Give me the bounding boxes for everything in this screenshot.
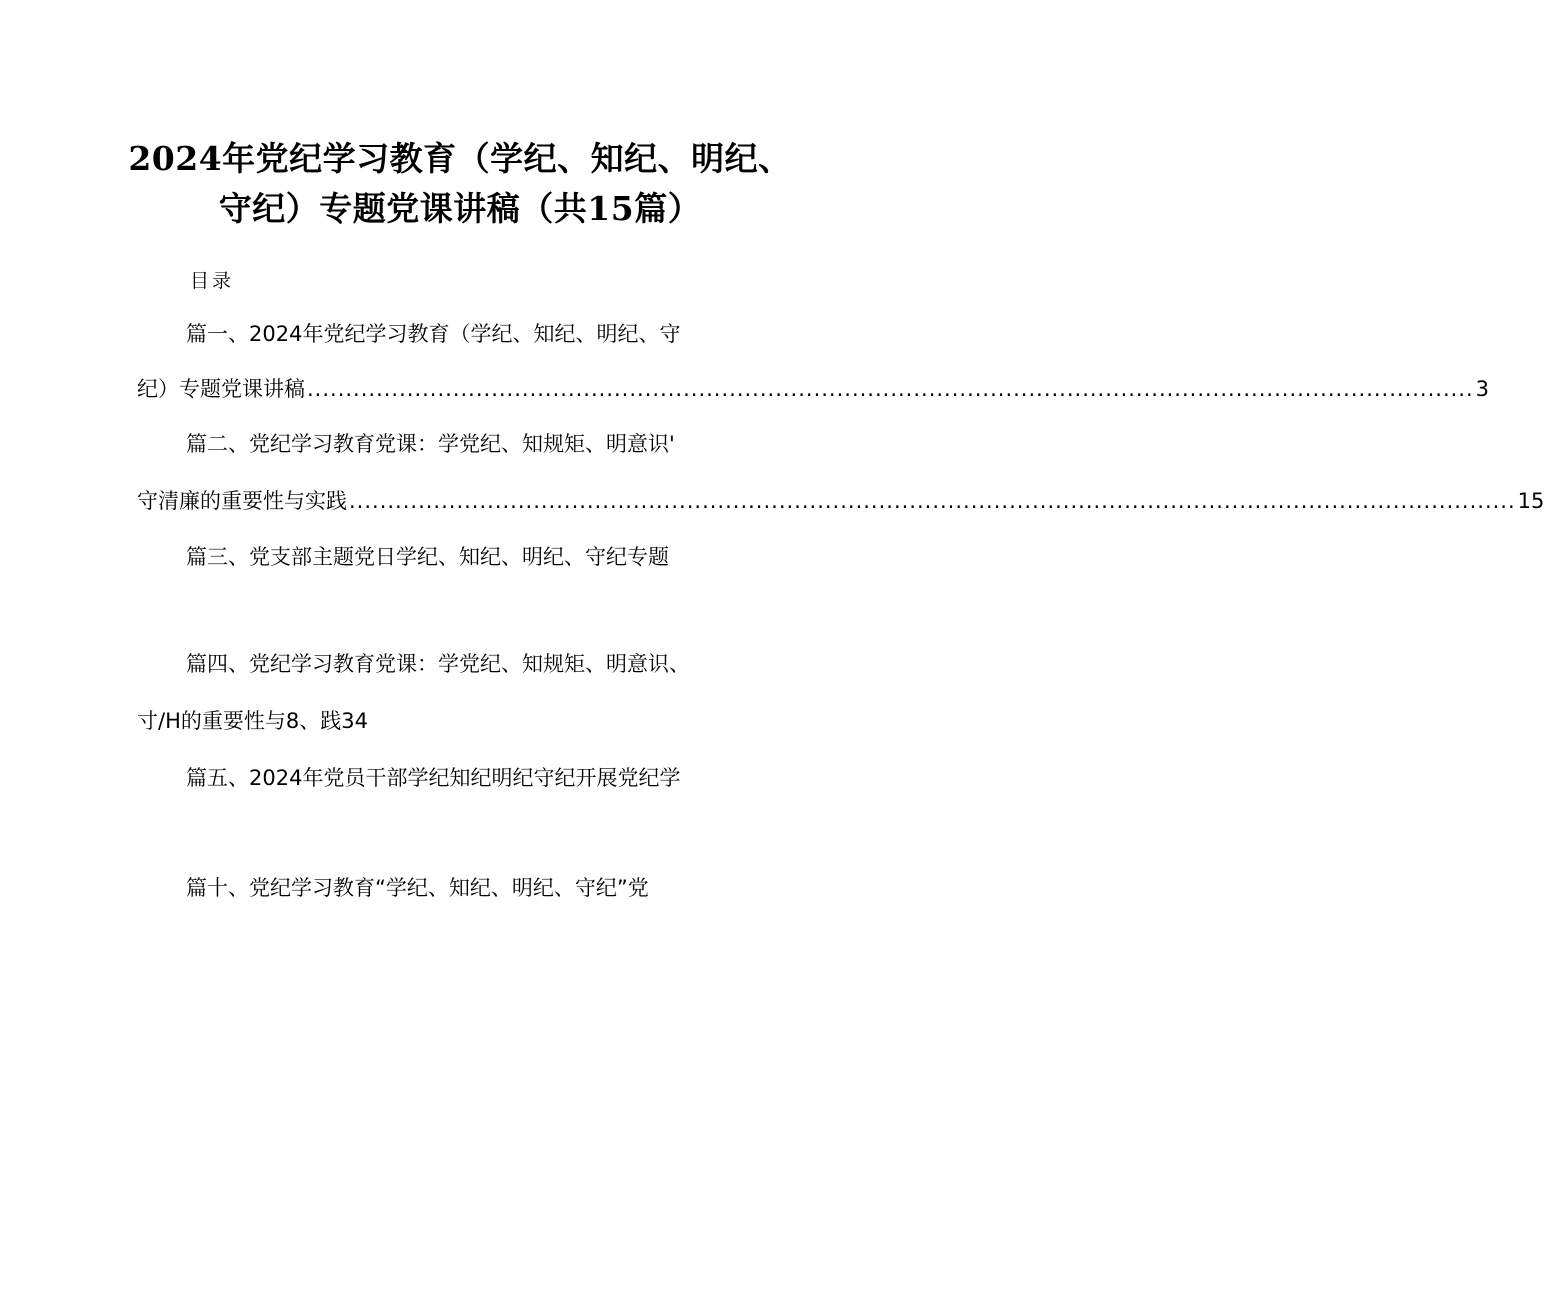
toc-entry-1-dot-leader: ........................................................................................................................................................ bbox=[307, 377, 1474, 401]
toc-entry-6-line-1: 篇十、党纪学习教育“学纪、知纪、明纪、守纪”党 bbox=[186, 876, 649, 900]
toc-entry-2-line-2 bbox=[137, 487, 1544, 515]
toc-entry-1-page-number: 3 bbox=[1475, 377, 1490, 401]
toc-entry-4-line-1: 篇四、党纪学习教育党课：学党纪、知规矩、明意识、 bbox=[186, 652, 690, 676]
toc-entry-1-line-2 bbox=[137, 375, 1490, 403]
toc-entry-2-page-number: 15 bbox=[1517, 489, 1544, 513]
toc-entry-1-line-1: 篇一、2024年党纪学习教育（学纪、知纪、明纪、守 bbox=[186, 322, 681, 346]
toc-entry-4-line-2: 寸/H的重要性与8、践34 bbox=[137, 709, 368, 733]
toc-entry-3-line-1: 篇三、党支部主题党日学纪、知纪、明纪、守纪专题 bbox=[186, 545, 669, 569]
toc-entry-2-title: 守清廉的重要性与实践 bbox=[137, 489, 347, 513]
toc-entry-2-dot-leader: ........................................................................................................................................................ bbox=[349, 489, 1516, 513]
toc-heading: 目录 bbox=[190, 270, 235, 292]
toc-entry-5-line-1: 篇五、2024年党员干部学纪知纪明纪守纪开展党纪学 bbox=[186, 766, 681, 790]
toc-entry-2-line-1: 篇二、党纪学习教育党课：学党纪、知规矩、明意识' bbox=[186, 432, 675, 456]
document-title-line-2: 守纪）专题党课讲稿（共15篇） bbox=[218, 189, 702, 228]
toc-entry-1-title: 纪）专题党课讲稿 bbox=[137, 377, 305, 401]
document-title-line-1: 2024年党纪学习教育（学纪、知纪、明纪、 bbox=[128, 139, 792, 178]
